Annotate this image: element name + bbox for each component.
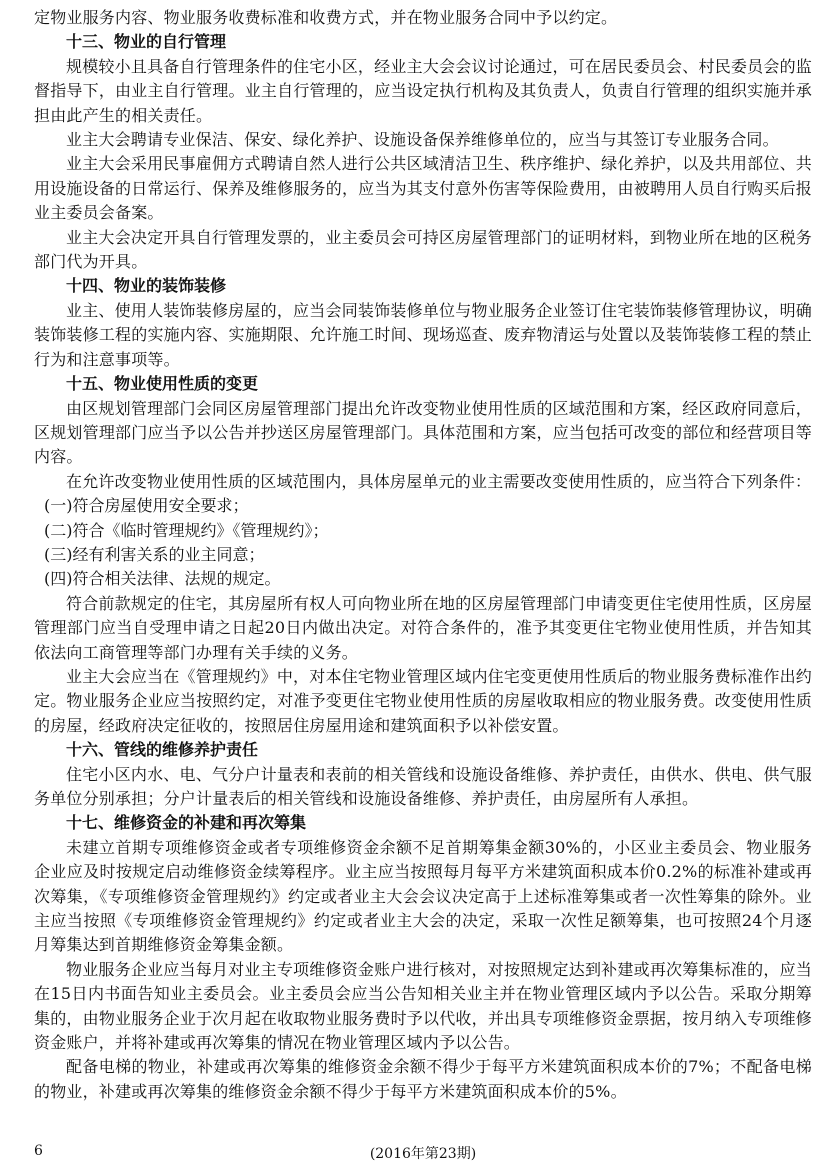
section-heading-13: 十三、物业的自行管理 (66, 32, 227, 52)
section-heading-15: 十五、物业使用性质的变更 (66, 374, 259, 394)
page-number: 6 (34, 1143, 43, 1159)
paragraph: 业主、使用人装饰装修房屋的，应当会同装饰装修单位与物业服务企业签订住宅装饰装修管理协议，明确装饰装修工程的实施内容、实施期限、允许施工时间、现场巡查、废弃物清运与处置以及装饰装修工程的禁止行为和注意事项等。 (34, 300, 812, 369)
paragraph: 配备电梯的物业，补建或再次筹集的维修资金余额不得少于每平方米建筑面积成本价的7%；不配备电梯的物业，补建或再次筹集的维修资金余额不得少于每平方米建筑面积成本价的5%。 (34, 1057, 812, 1101)
section-heading-17: 十七、维修资金的补建和再次筹集 (66, 813, 307, 833)
list-item: (一)符合房屋使用安全要求； (44, 496, 249, 516)
paragraph: 业主大会决定开具自行管理发票的，业主委员会可持区房屋管理部门的证明材料，到物业所在地的区税务部门代为开具。 (34, 227, 812, 272)
paragraph: 业主大会应当在《管理规约》中，对本住宅物业管理区域内住宅变更使用性质后的物业服务费标准作出约定。物业服务企业应当按照约定，对准予变更住宅物业使用性质的房屋收取相应的物业服务费。改变使用性质的房屋，经政府决定征收的，按照居住房屋用途和建筑面积予以补偿安置。 (34, 666, 812, 735)
paragraph: 住宅小区内水、电、气分户计量表和表前的相关管线和设施设备维修、养护责任，由供水、供电、供气服务单位分别承担；分户计量表后的相关管线和设施设备维修、养护责任，由房屋所有人承担。 (34, 764, 812, 808)
list-item: (三)经有利害关系的业主同意； (44, 544, 265, 564)
section-heading-16: 十六、管线的维修养护责任 (66, 740, 259, 760)
section-heading-14: 十四、物业的装饰装修 (66, 276, 227, 296)
list-item: (四)符合相关法律、法规的规定。 (44, 569, 281, 589)
paragraph-continuation: 定物业服务内容、物业服务收费标准和收费方式，并在物业服务合同中予以约定。 (34, 8, 618, 27)
paragraph: 符合前款规定的住宅，其房屋所有权人可向物业所在地的区房屋管理部门申请变更住宅使用性质，区房屋管理部门应当自受理申请之日起20日内做出决定。对符合条件的，准予其变更住宅物业使用性质，并告知其依法向工商管理等部门办理有关手续的义务。 (34, 593, 812, 662)
paragraph: 业主大会采用民事雇佣方式聘请自然人进行公共区域清洁卫生、秩序维护、绿化养护，以及共用部位、共用设施设备的日常运行、保养及维修服务的，应当为其支付意外伤害等保险费用，由被聘用人员自行购买后报业主委员会备案。 (34, 154, 812, 223)
list-item: (二)符合《临时管理规约》《管理规约》； (44, 520, 329, 540)
page-footer (34, 1143, 812, 1163)
document-page (34, 6, 812, 1104)
paragraph: 未建立首期专项维修资金或者专项维修资金余额不足首期筹集金额30%的，小区业主委员会、物业服务企业应及时按规定启动维修资金续筹程序。业主应当按照每月每平方米建筑面积成本价0.2%的标准补建或再次筹集，《专项维修资金管理规约》约定或者业主大会会议决定高于上述标准筹集或者一次性筹集的除外。业主应当按照《专项维修资金管理规约》约定或者业主大会的决定，采取一次性足额筹集，也可按照24个月逐月筹集达到首期维修资金筹集金额。 (34, 837, 812, 955)
paragraph: 物业服务企业应当每月对业主专项维修资金账户进行核对，对按照规定达到补建或再次筹集标准的，应当在15日内书面告知业主委员会。业主委员会应当公告知相关业主并在物业管理区域内予以公告。采取分期筹集的，由物业服务企业于次月起在收取物业服务费时予以代收，并出具专项维修资金票据，按月纳入专项维修资金账户，并将补建或再次筹集的情况在物业管理区域内予以公告。 (34, 959, 812, 1053)
issue-label: (2016年第23期) (369, 1146, 477, 1162)
paragraph: 在允许改变物业使用性质的区域范围内，具体房屋单元的业主需要改变使用性质的，应当符合下列条件： (66, 471, 812, 491)
paragraph: 规模较小且具备自行管理条件的住宅小区，经业主大会会议讨论通过，可在居民委员会、村民委员会的监督指导下，由业主自行管理。业主自行管理的，应当设定执行机构及其负责人，负责自行管理的组织实施并承担由此产生的相关责任。 (34, 56, 812, 125)
paragraph: 业主大会聘请专业保洁、保安、绿化养护、设施设备保养维修单位的，应当与其签订专业服务合同。 (66, 130, 779, 150)
paragraph: 由区规划管理部门会同区房屋管理部门提出允许改变物业使用性质的区域范围和方案，经区政府同意后，区规划管理部门应当予以公告并抄送区房屋管理部门。具体范围和方案，应当包括可改变的部位和经营项目等内容。 (34, 398, 812, 467)
